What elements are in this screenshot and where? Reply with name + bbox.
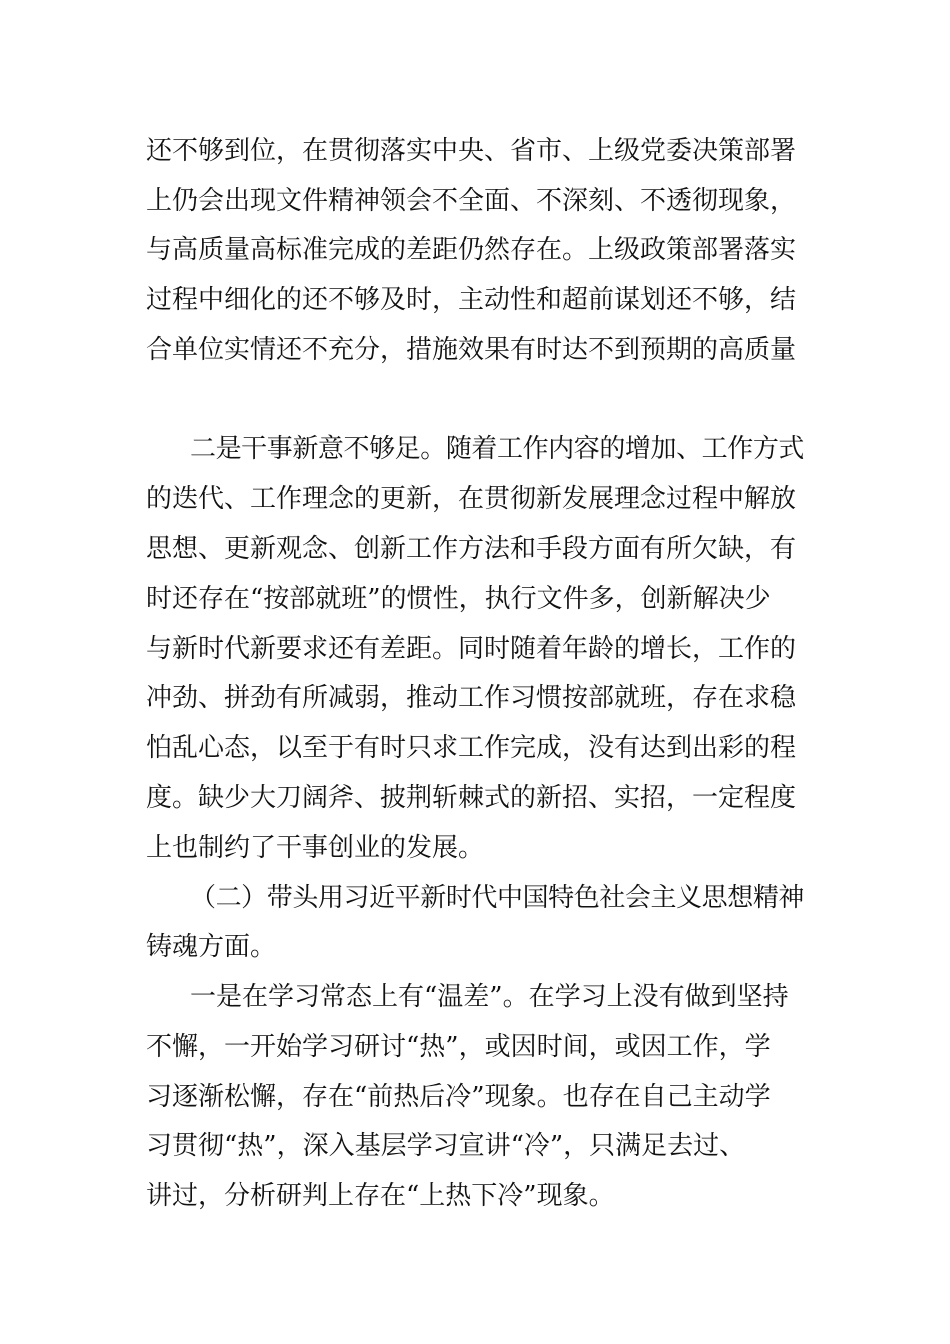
text-line: 合单位实情还不充分，措施效果有时达不到预期的高质量	[146, 335, 797, 365]
heading-line: 铸魂方面。	[146, 932, 277, 962]
text-line: 一是在学习常态上有“温差”。在学习上没有做到坚持	[190, 982, 789, 1012]
text-line: 习逐渐松懈，存在“前热后冷”现象。也存在自己主动学	[146, 1082, 771, 1112]
text-line: 讲过，分析研判上存在“上热下冷”现象。	[146, 1181, 615, 1211]
text-line: 习贯彻“热”，深入基层学习宣讲“冷”，只满足去过、	[146, 1131, 746, 1161]
text-line: 还不够到位，在贯彻落实中央、省市、上级党委决策部署	[146, 136, 797, 166]
text-line: 怕乱心态，以至于有时只求工作完成，没有达到出彩的程	[146, 733, 797, 763]
heading-line: （二）带头用习近平新时代中国特色社会主义思想精神	[190, 883, 805, 913]
text-line: 上也制约了干事创业的发展。	[146, 833, 485, 863]
text-line: 上仍会出现文件精神领会不全面、不深刻、不透彻现象，	[146, 186, 797, 216]
text-line: 与新时代新要求还有差距。同时随着年龄的增长，工作的	[146, 634, 797, 664]
text-line: 冲劲、拼劲有所减弱，推动工作习惯按部就班，存在求稳	[146, 683, 797, 713]
text-line: 思想、更新观念、创新工作方法和手段方面有所欠缺，有	[146, 534, 797, 564]
text-line: 时还存在“按部就班”的惯性，执行文件多，创新解决少	[146, 584, 771, 614]
text-line: 度。缺少大刀阔斧、披荆斩棘式的新招、实招，一定程度	[146, 783, 797, 813]
text-line: 二是干事新意不够足。随着工作内容的增加、工作方式	[190, 434, 805, 464]
text-line: 不懈，一开始学习研讨“热”，或因时间，或因工作，学	[146, 1032, 771, 1062]
text-line: 的迭代、工作理念的更新，在贯彻新发展理念过程中解放	[146, 484, 797, 514]
text-line: 过程中细化的还不够及时，主动性和超前谋划还不够，结	[146, 285, 797, 315]
text-line: 与高质量高标准完成的差距仍然存在。上级政策部署落实	[146, 235, 797, 265]
